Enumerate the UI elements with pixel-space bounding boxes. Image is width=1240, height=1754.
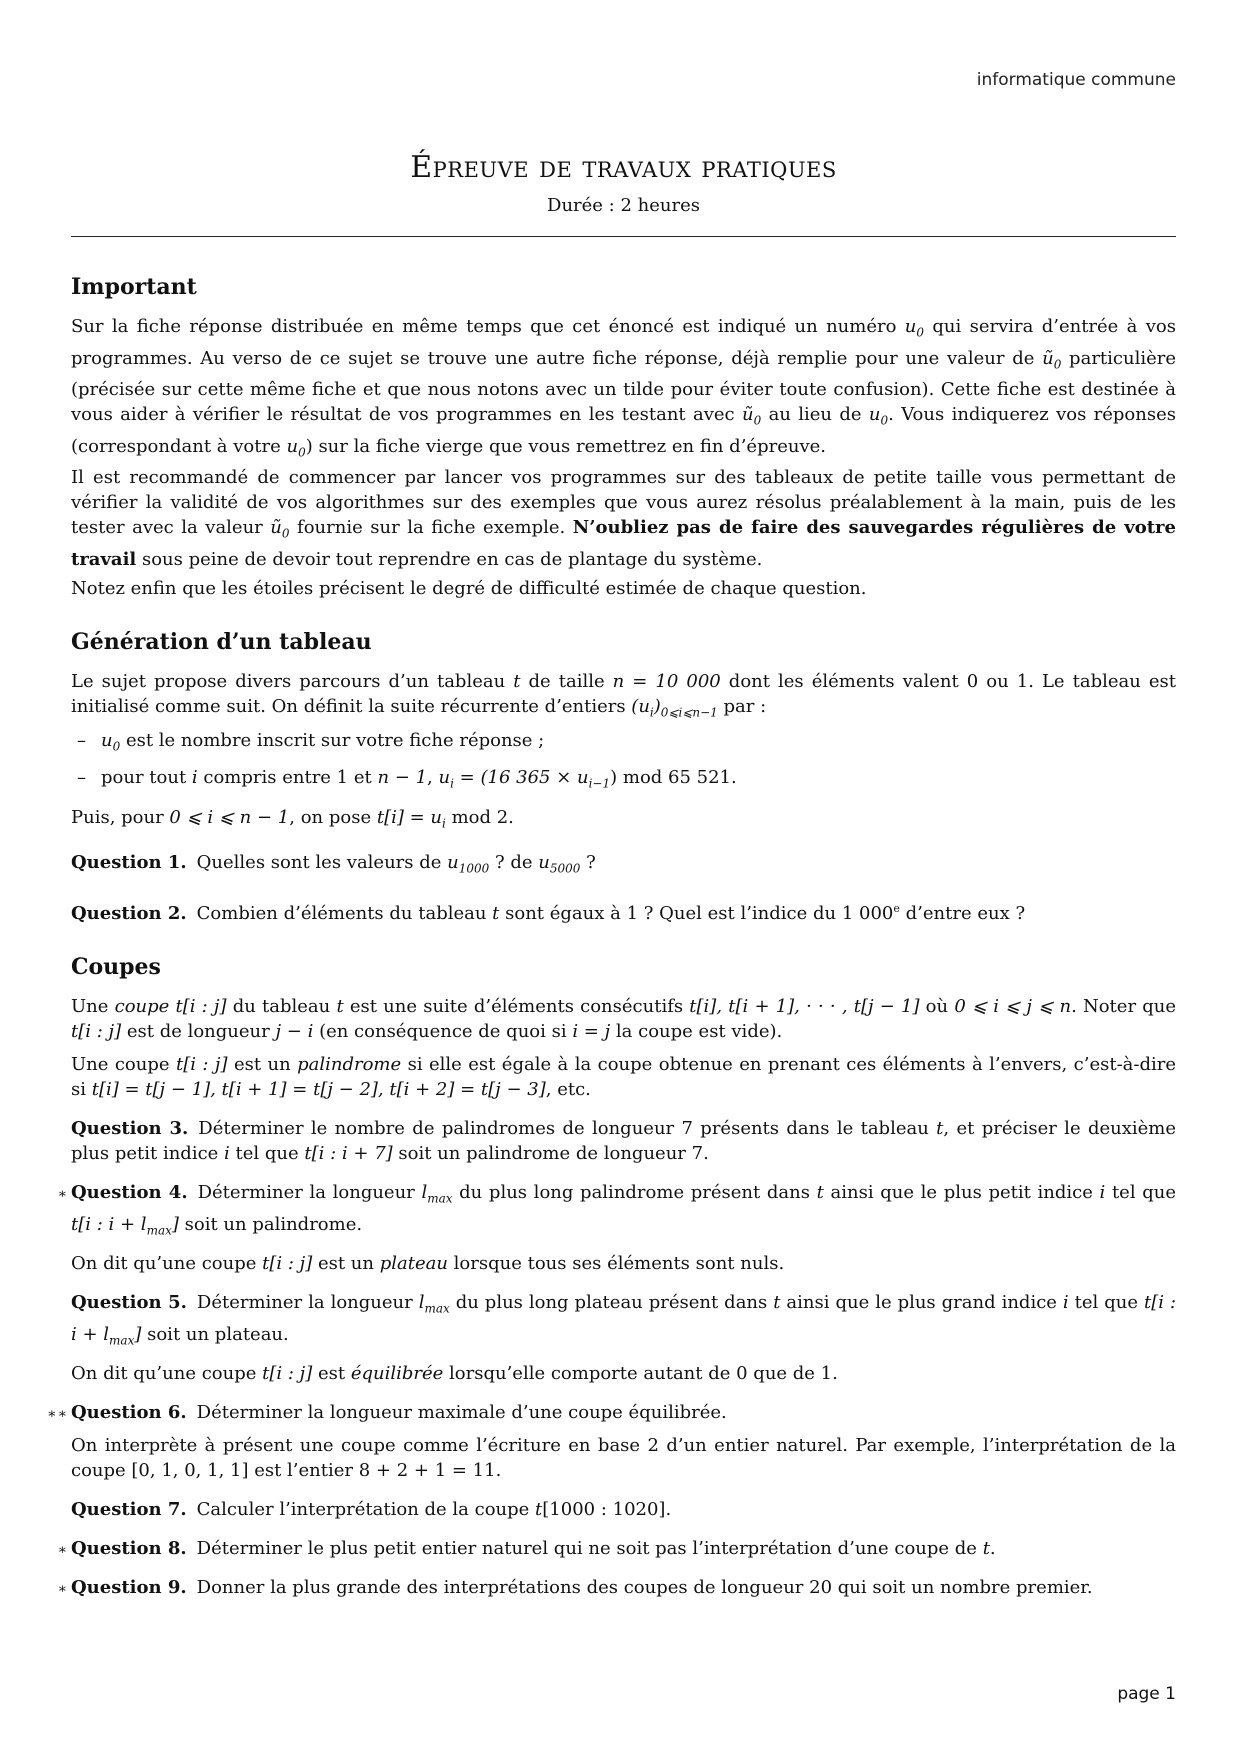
page-title: Épreuve de travaux pratiques <box>410 150 837 185</box>
main-content <box>46 272 1177 1608</box>
question-9: ∗ Question 9. Donner la plus grande des interprétations des coupes de longueur 20 qui soit un nombre premier. <box>71 1575 1176 1600</box>
question-7: Question 7. Calculer l’interprétation de la coupe t[1000 : 1020]. <box>71 1499 672 1521</box>
question-5: Question 5. Déterminer la longueur $l_{max}$ du plus long plateau présent dans t ainsi que le plus grand indice i tel que t[i : $i + l_{max}$] soit un plateau. <box>71 1292 1177 1348</box>
important-paragraph-3: Notez enfin que les étoiles précisent le degré de difficulté estimée de chaque question. <box>71 577 867 599</box>
difficulty-stars: ∗ <box>57 1185 68 1202</box>
difficulty-stars: ∗∗ <box>46 1406 68 1423</box>
page-number: page 1 <box>1117 1684 1176 1704</box>
duration-label: Durée : 2 heures <box>547 195 700 216</box>
question-8: ∗ Question 8. Déterminer le plus petit entier naturel qui ne soit pas l’interprétation d’une coupe de t. <box>71 1536 1176 1561</box>
section-important-heading: Important <box>71 274 197 300</box>
question-4: ∗ Question 4. Déterminer la longueur $l_{max}$ du plus long palindrome présent dans t ainsi que le plus petit indice i tel que t[i : $i + l_{max}$] soit un palindrome. <box>57 1181 1177 1238</box>
coupes-paragraph-1: Une coupe t[i : j] du tableau t est une suite d’éléments consécutifs t[i], t[i + 1], · · · , t[j − 1] où 0 ⩽ i ⩽ j ⩽ n. Noter que t[i : j] est de longueur j − i (en conséquence de quoi si i = j la coupe est vide). <box>71 995 1177 1042</box>
coupes-paragraph-interpretation: On interprète à présent une coupe comme l’écriture en base 2 d’un entier naturel. Par exemple, l’interprétation de la coupe [0, 1, 0, 1, 1] est l’entier 8 + 2 + 1 = 11. <box>71 1435 1176 1482</box>
section-generation-heading: Génération d’un tableau <box>71 628 372 655</box>
important-paragraph-2: Il est recommandé de commencer par lancer vos programmes sur des tableaux de petite taille vous permettant de vérifier la validité de vos algorithmes sur des exemples que vous aurez résolus préalablement à la main, puis de les tester avec la valeur $ũ_0$ fournie sur la fiche exemple. N’oubliez pas de faire des sauvegardes régulières de votre travail sous peine de devoir tout reprendre en cas de plantage du système. <box>71 467 1176 570</box>
document-page <box>46 0 1177 1754</box>
question-2: Question 2. Combien d’éléments du tableau t sont égaux à 1 ? Quel est l’indice du 1 000e d’entre eux ? <box>71 901 1026 924</box>
difficulty-stars: ∗ <box>57 1581 68 1598</box>
coupes-paragraph-plateau: On dit qu’une coupe t[i : j] est un plateau lorsque tous ses éléments sont nuls. <box>71 1253 785 1275</box>
question-3: Question 3. Déterminer le nombre de palindromes de longueur 7 présents dans le tableau t, et préciser le deuxième plus petit indice i tel que t[i : i + 7] soit un palindrome de longueur 7. <box>71 1117 1176 1164</box>
important-paragraph-1: Sur la fiche réponse distribuée en même temps que cet énoncé est indiqué un numéro $u_0$ qui servira d’entrée à vos programmes. Au verso de ce sujet se trouve une autre fiche réponse, déjà remplie pour une valeur de $ũ_0$ particulière (précisée sur cette même fiche et que nous notons avec un tilde pour éviter toute confusion). Cette fiche est destinée à vous aider à vérifier le résultat de vos programmes en les testant avec $ũ_0$ au lieu de $u_0$. Vous indiquerez vos réponses (correspondant à votre $u_0$) sur la fiche vierge que vous remettrez en fin d’épreuve. <box>71 316 1177 460</box>
course-label: informatique commune <box>976 70 1176 90</box>
coupes-paragraph-2: Une coupe t[i : j] est un palindrome si elle est égale à la coupe obtenue en prenant ces éléments à l’envers, c’est-à-dire si t[i] = t[j − 1], t[i + 1] = t[j − 2], t[i + 2] = t[j − 3], etc. <box>71 1053 1176 1100</box>
list-item: – $u_0$ est le nombre inscrit sur votre fiche réponse ; <box>101 728 1176 760</box>
coupes-paragraph-equilibree: On dit qu’une coupe t[i : j] est équilibrée lorsqu’elle comporte autant de 0 que de 1. <box>71 1363 838 1385</box>
generation-paragraph-2: Puis, pour 0 ⩽ i ⩽ n − 1, on pose $t[i] = u_i$ mod 2. <box>71 806 514 831</box>
difficulty-stars: ∗ <box>57 1542 68 1559</box>
generation-paragraph-1: Le sujet propose divers parcours d’un tableau t de taille n = 10 000 dont les éléments valent 0 ou 1. Le tableau est initialisé comme suit. On définit la suite récurrente d’entiers $(u_i)_{0⩽i⩽n-1}$ par : <box>71 670 1176 720</box>
sequence-definition-list <box>71 728 1176 797</box>
list-item: – pour tout i compris entre 1 et n − 1, $u_i = (16$ $365 \times u_{i-1}$) mod 65 521. <box>101 765 1176 797</box>
section-coupes-heading: Coupes <box>71 953 161 980</box>
question-1: Question 1. Quelles sont les valeurs de $u_{1000}$ ? de $u_{5000}$ ? <box>71 852 596 876</box>
question-6: ∗∗ Question 6. Déterminer la longueur maximale d’une coupe équilibrée. <box>71 1400 1176 1425</box>
title-divider <box>71 236 1176 237</box>
